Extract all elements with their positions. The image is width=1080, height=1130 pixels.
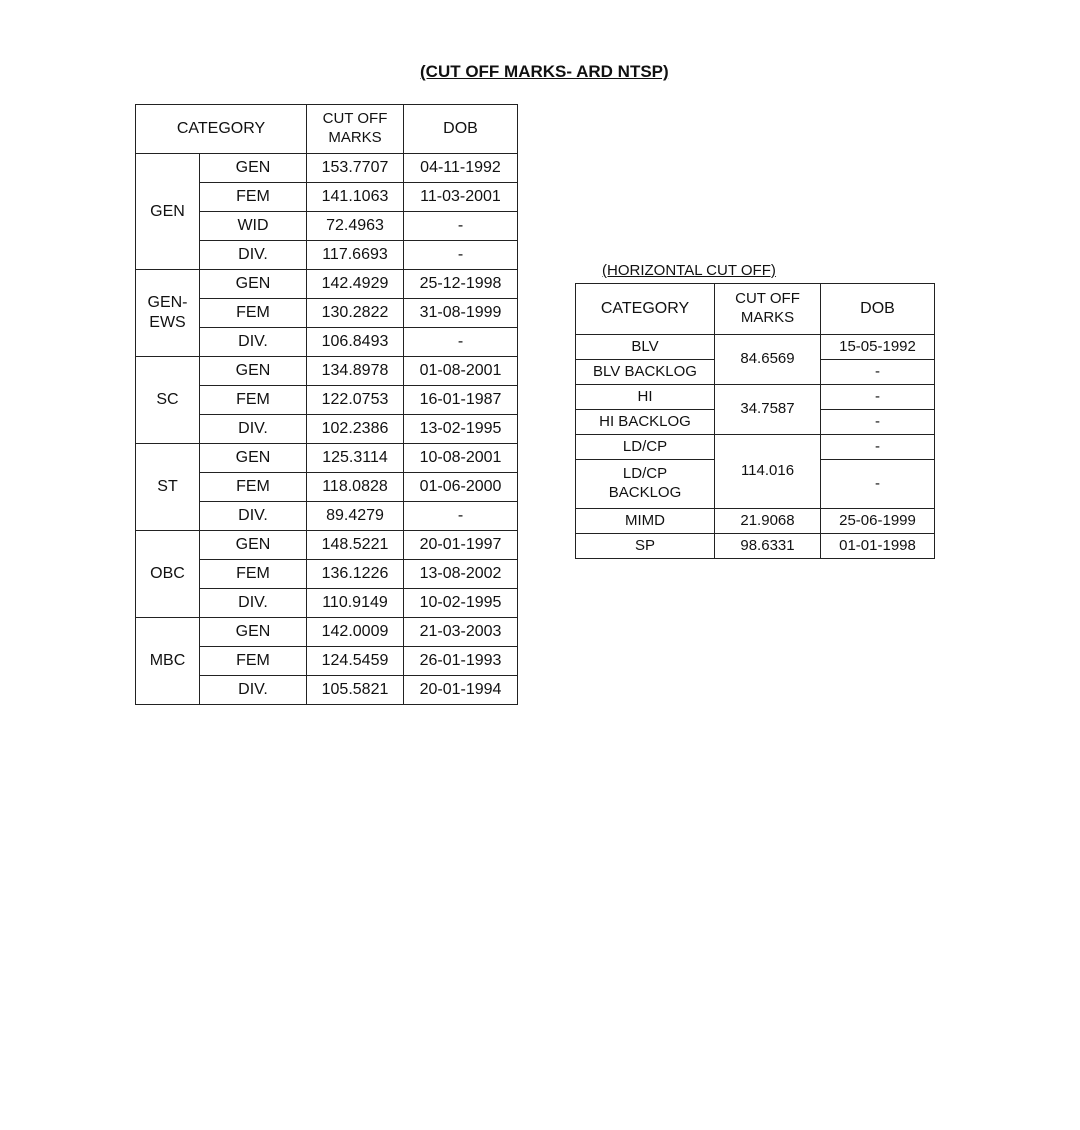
subcategory-cell: FEM xyxy=(200,647,307,676)
marks-cell: 153.7707 xyxy=(307,154,404,183)
category-cell: HI xyxy=(576,385,715,410)
marks-cell: 118.0828 xyxy=(307,473,404,502)
group-obc: OBC xyxy=(136,531,200,618)
subcategory-cell: GEN xyxy=(200,270,307,299)
category-cell: BLV BACKLOG xyxy=(576,360,715,385)
dob-cell: 16-01-1987 xyxy=(404,386,518,415)
header-category: CATEGORY xyxy=(136,105,307,154)
table-row xyxy=(136,154,518,183)
subcategory-cell: GEN xyxy=(200,618,307,647)
dob-cell: 04-11-1992 xyxy=(404,154,518,183)
dob-cell: 01-01-1998 xyxy=(821,534,935,559)
dob-cell: 13-08-2002 xyxy=(404,560,518,589)
dob-cell: 11-03-2001 xyxy=(404,183,518,212)
table-row xyxy=(136,357,518,386)
subcategory-cell: FEM xyxy=(200,473,307,502)
marks-cell: 21.9068 xyxy=(715,509,821,534)
table-row xyxy=(136,531,518,560)
marks-cell: 105.5821 xyxy=(307,676,404,705)
group-st: ST xyxy=(136,444,200,531)
marks-cell: 148.5221 xyxy=(307,531,404,560)
marks-cell: 110.9149 xyxy=(307,589,404,618)
dob-cell: 10-02-1995 xyxy=(404,589,518,618)
category-cell: MIMD xyxy=(576,509,715,534)
subcategory-cell: FEM xyxy=(200,299,307,328)
subcategory-cell: GEN xyxy=(200,154,307,183)
header-category: CATEGORY xyxy=(576,284,715,335)
dob-cell: - xyxy=(821,460,935,509)
subcategory-cell: DIV. xyxy=(200,676,307,705)
header-cutoff-line1: CUT OFF xyxy=(735,290,800,308)
table-row xyxy=(576,335,935,360)
table-row xyxy=(576,385,935,410)
dob-cell: 20-01-1994 xyxy=(404,676,518,705)
table-row xyxy=(576,509,935,534)
table-row xyxy=(576,534,935,559)
marks-cell: 117.6693 xyxy=(307,241,404,270)
dob-cell: - xyxy=(821,410,935,435)
subcategory-cell: DIV. xyxy=(200,502,307,531)
group-gen: GEN xyxy=(136,154,200,270)
dob-cell: 15-05-1992 xyxy=(821,335,935,360)
dob-cell: 10-08-2001 xyxy=(404,444,518,473)
subcategory-cell: DIV. xyxy=(200,241,307,270)
dob-cell: 01-06-2000 xyxy=(404,473,518,502)
subcategory-cell: DIV. xyxy=(200,328,307,357)
group-mbc: MBC xyxy=(136,618,200,705)
category-line1: LD/CP xyxy=(622,465,668,483)
header-cutoff-line2: MARKS xyxy=(328,129,382,146)
table-row xyxy=(576,435,935,460)
header-cutoff-line2: MARKS xyxy=(740,309,795,326)
header-dob: DOB xyxy=(821,284,935,335)
category-cell: SP xyxy=(576,534,715,559)
subcategory-cell: GEN xyxy=(200,444,307,473)
marks-cell: 106.8493 xyxy=(307,328,404,357)
marks-cell: 141.1063 xyxy=(307,183,404,212)
marks-cell: 125.3114 xyxy=(307,444,404,473)
header-dob: DOB xyxy=(404,105,518,154)
header-cutoff-marks xyxy=(307,105,404,154)
marks-cell: 130.2822 xyxy=(307,299,404,328)
subcategory-cell: FEM xyxy=(200,386,307,415)
subcategory-cell: DIV. xyxy=(200,589,307,618)
marks-cell: 34.7587 xyxy=(715,385,821,435)
dob-cell: - xyxy=(404,241,518,270)
table-row xyxy=(136,618,518,647)
group-gen-ews-line2: EWS xyxy=(149,314,186,331)
header-cutoff-marks xyxy=(715,284,821,335)
marks-cell: 124.5459 xyxy=(307,647,404,676)
dob-cell: - xyxy=(404,328,518,357)
subcategory-cell: FEM xyxy=(200,560,307,589)
subcategory-cell: DIV. xyxy=(200,415,307,444)
cutoff-marks-table xyxy=(135,104,518,705)
table-header-row xyxy=(576,284,935,335)
marks-cell: 114.016 xyxy=(715,435,821,509)
header-cutoff-line1: CUT OFF xyxy=(322,110,388,128)
category-line2: BACKLOG xyxy=(608,484,682,501)
category-cell: LD/CP xyxy=(576,435,715,460)
marks-cell: 136.1226 xyxy=(307,560,404,589)
horizontal-cutoff-table xyxy=(575,283,935,559)
group-sc: SC xyxy=(136,357,200,444)
category-cell: HI BACKLOG xyxy=(576,410,715,435)
horizontal-cutoff-title: (HORIZONTAL CUT OFF) xyxy=(602,262,776,279)
dob-cell: 13-02-1995 xyxy=(404,415,518,444)
marks-cell: 122.0753 xyxy=(307,386,404,415)
marks-cell: 102.2386 xyxy=(307,415,404,444)
dob-cell: - xyxy=(821,385,935,410)
dob-cell: 31-08-1999 xyxy=(404,299,518,328)
dob-cell: 20-01-1997 xyxy=(404,531,518,560)
subcategory-cell: WID xyxy=(200,212,307,241)
marks-cell: 84.6569 xyxy=(715,335,821,385)
table-row xyxy=(136,444,518,473)
dob-cell: - xyxy=(821,435,935,460)
table-row xyxy=(136,270,518,299)
dob-cell: 01-08-2001 xyxy=(404,357,518,386)
group-gen-ews xyxy=(136,270,200,357)
group-gen-ews-line1: GEN- xyxy=(147,294,188,311)
subcategory-cell: GEN xyxy=(200,357,307,386)
marks-cell: 89.4279 xyxy=(307,502,404,531)
dob-cell: - xyxy=(404,212,518,241)
dob-cell: - xyxy=(404,502,518,531)
marks-cell: 72.4963 xyxy=(307,212,404,241)
page-title: (CUT OFF MARKS- ARD NTSP) xyxy=(420,62,669,81)
marks-cell: 142.0009 xyxy=(307,618,404,647)
category-cell: BLV xyxy=(576,335,715,360)
dob-cell: 26-01-1993 xyxy=(404,647,518,676)
subcategory-cell: FEM xyxy=(200,183,307,212)
category-cell xyxy=(576,460,715,509)
subcategory-cell: GEN xyxy=(200,531,307,560)
dob-cell: - xyxy=(821,360,935,385)
dob-cell: 25-06-1999 xyxy=(821,509,935,534)
marks-cell: 98.6331 xyxy=(715,534,821,559)
dob-cell: 25-12-1998 xyxy=(404,270,518,299)
marks-cell: 142.4929 xyxy=(307,270,404,299)
table-header-row xyxy=(136,105,518,154)
dob-cell: 21-03-2003 xyxy=(404,618,518,647)
marks-cell: 134.8978 xyxy=(307,357,404,386)
